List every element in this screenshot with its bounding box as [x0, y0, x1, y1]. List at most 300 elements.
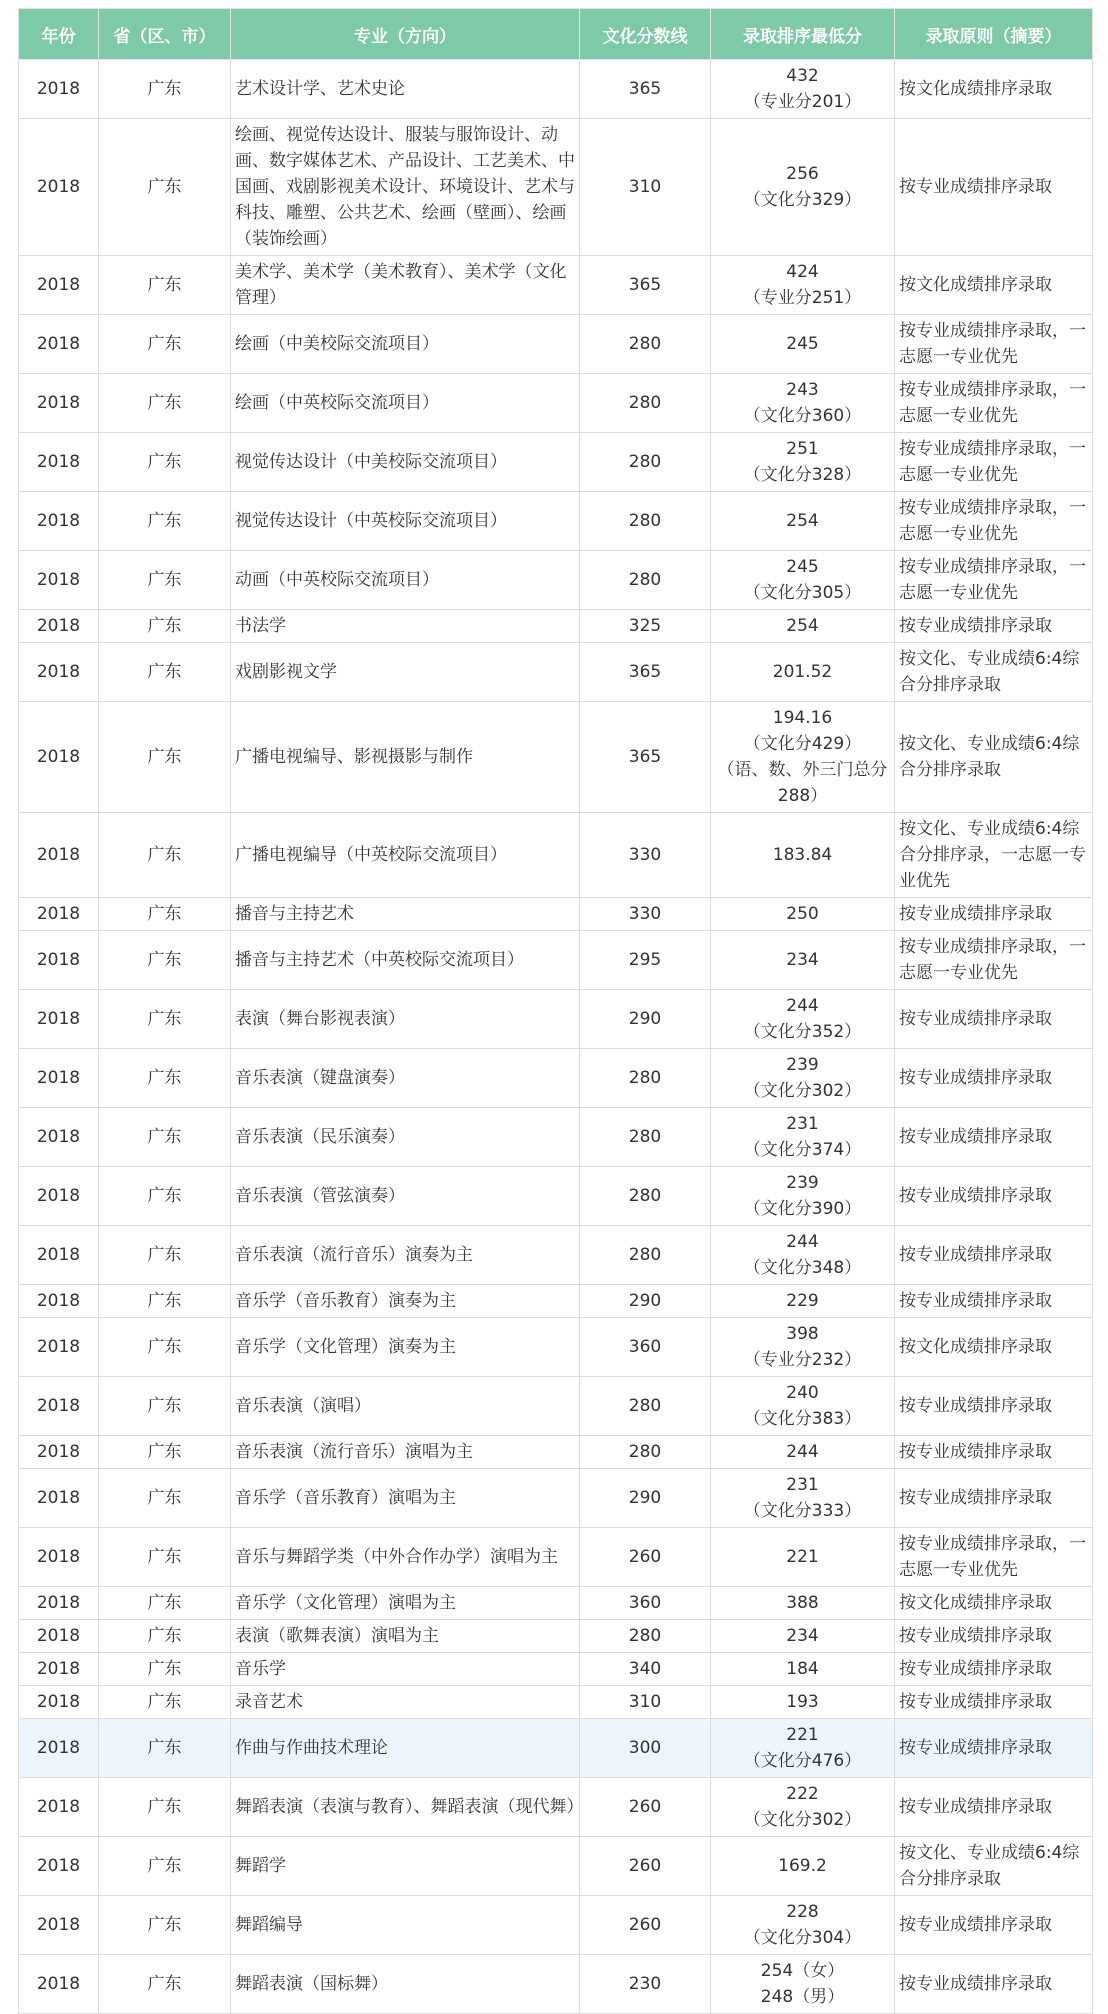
- major-cell: 戏剧影视文学: [231, 643, 580, 702]
- major-cell: 动画（中英校际交流项目）: [231, 551, 580, 610]
- table-row: [19, 1285, 1093, 1318]
- header-major: 专业（方向）: [231, 9, 580, 60]
- admission-rule-cell: 按专业成绩排序录取，一志愿一专业优先: [895, 492, 1093, 551]
- major-cell: 书法学: [231, 610, 580, 643]
- province-cell: 广东: [99, 1469, 231, 1528]
- min-score-line: （文化分304）: [743, 1928, 862, 1948]
- admission-rule-cell: 按文化、专业成绩6:4综合分排序录，一志愿一专业优先: [895, 813, 1093, 898]
- major-cell: 音乐学（文化管理）演唱为主: [231, 1587, 580, 1620]
- admission-rule-cell: 按专业成绩排序录取，一志愿一专业优先: [895, 1528, 1093, 1587]
- province-cell: 广东: [99, 551, 231, 610]
- major-cell: 绘画（中美校际交流项目）: [231, 315, 580, 374]
- table-row: [19, 1778, 1093, 1837]
- admission-rule-cell: 按专业成绩排序录取，一志愿一专业优先: [895, 374, 1093, 433]
- province-cell: 广东: [99, 433, 231, 492]
- culture-line-cell: 280: [580, 1226, 711, 1285]
- year-cell: 2018: [19, 60, 99, 119]
- culture-line-cell: 280: [580, 1377, 711, 1436]
- min-score-cell: [711, 1686, 895, 1719]
- header-culture-line: 文化分数线: [580, 9, 711, 60]
- major-cell: 音乐表演（流行音乐）演唱为主: [231, 1436, 580, 1469]
- min-score-line: 229: [786, 1291, 819, 1311]
- admission-rule-cell: 按专业成绩排序录取: [895, 610, 1093, 643]
- major-cell: 艺术设计学、艺术史论: [231, 60, 580, 119]
- table-row: [19, 898, 1093, 931]
- year-cell: 2018: [19, 1653, 99, 1686]
- min-score-line: 254: [786, 616, 819, 636]
- min-score-line: （文化分476）: [743, 1751, 862, 1771]
- min-score-line: 398: [786, 1324, 819, 1344]
- min-score-line: 222: [786, 1784, 819, 1804]
- province-cell: 广东: [99, 256, 231, 315]
- year-cell: 2018: [19, 643, 99, 702]
- table-row: [19, 374, 1093, 433]
- admission-rule-cell: 按专业成绩排序录取: [895, 898, 1093, 931]
- year-cell: 2018: [19, 1377, 99, 1436]
- min-score-cell: [711, 610, 895, 643]
- major-cell: 音乐与舞蹈学类（中外合作办学）演唱为主: [231, 1528, 580, 1587]
- admission-rule-cell: 按专业成绩排序录取，一志愿一专业优先: [895, 433, 1093, 492]
- min-score-cell: [711, 1469, 895, 1528]
- province-cell: 广东: [99, 60, 231, 119]
- min-score-line: 244: [786, 996, 819, 1016]
- major-cell: 舞蹈编导: [231, 1896, 580, 1955]
- major-cell: 音乐表演（流行音乐）演奏为主: [231, 1226, 580, 1285]
- min-score-cell: [711, 60, 895, 119]
- admission-rule-cell: 按专业成绩排序录取，一志愿一专业优先: [895, 931, 1093, 990]
- year-cell: 2018: [19, 119, 99, 256]
- culture-line-cell: 280: [580, 374, 711, 433]
- table-row: [19, 702, 1093, 813]
- min-score-cell: [711, 1955, 895, 2014]
- year-cell: 2018: [19, 702, 99, 813]
- major-cell: 播音与主持艺术: [231, 898, 580, 931]
- min-score-line: 248（男）: [760, 1987, 845, 2007]
- min-score-line: （文化分429）: [743, 734, 862, 754]
- major-cell: 绘画、视觉传达设计、服装与服饰设计、动画、数字媒体艺术、产品设计、工艺美术、中国画、戏剧影视美术设计、环境设计、艺术与科技、雕塑、公共艺术、绘画（壁画）、绘画（装饰绘画）: [231, 119, 580, 256]
- table-row: [19, 1620, 1093, 1653]
- province-cell: 广东: [99, 1285, 231, 1318]
- admission-rule-cell: 按专业成绩排序录取: [895, 1167, 1093, 1226]
- year-cell: 2018: [19, 1108, 99, 1167]
- admission-rule-cell: 按专业成绩排序录取: [895, 1469, 1093, 1528]
- header-year: 年份: [19, 9, 99, 60]
- culture-line-cell: 365: [580, 643, 711, 702]
- table-row: [19, 1528, 1093, 1587]
- year-cell: 2018: [19, 433, 99, 492]
- province-cell: 广东: [99, 1528, 231, 1587]
- min-score-cell: [711, 374, 895, 433]
- year-cell: 2018: [19, 813, 99, 898]
- culture-line-cell: 280: [580, 315, 711, 374]
- table-row: [19, 1226, 1093, 1285]
- min-score-cell: [711, 1049, 895, 1108]
- admission-rule-cell: 按专业成绩排序录取: [895, 1653, 1093, 1686]
- province-cell: 广东: [99, 1837, 231, 1896]
- year-cell: 2018: [19, 610, 99, 643]
- min-score-line: 245: [786, 557, 819, 577]
- admission-rule-cell: 按专业成绩排序录取: [895, 1226, 1093, 1285]
- min-score-line: 256: [786, 164, 819, 184]
- year-cell: 2018: [19, 1620, 99, 1653]
- min-score-line: 254（女）: [760, 1961, 845, 1981]
- major-cell: 广播电视编导、影视摄影与制作: [231, 702, 580, 813]
- min-score-line: 183.84: [772, 845, 833, 865]
- min-score-cell: [711, 1318, 895, 1377]
- min-score-cell: [711, 315, 895, 374]
- min-score-cell: [711, 1167, 895, 1226]
- major-cell: 舞蹈学: [231, 1837, 580, 1896]
- table-row: [19, 60, 1093, 119]
- admission-rule-cell: 按文化成绩排序录取: [895, 1587, 1093, 1620]
- table-row: [19, 1955, 1093, 2014]
- province-cell: 广东: [99, 1318, 231, 1377]
- min-score-line: 240: [786, 1383, 819, 1403]
- province-cell: 广东: [99, 610, 231, 643]
- province-cell: 广东: [99, 1686, 231, 1719]
- culture-line-cell: 260: [580, 1528, 711, 1587]
- culture-line-cell: 295: [580, 931, 711, 990]
- admission-rule-cell: 按专业成绩排序录取: [895, 990, 1093, 1049]
- min-score-line: 234: [786, 950, 819, 970]
- table-body: [19, 60, 1093, 2014]
- culture-line-cell: 300: [580, 1719, 711, 1778]
- major-cell: 表演（舞台影视表演）: [231, 990, 580, 1049]
- admission-rule-cell: 按专业成绩排序录取: [895, 1377, 1093, 1436]
- year-cell: 2018: [19, 315, 99, 374]
- min-score-line: 251: [786, 439, 819, 459]
- province-cell: 广东: [99, 1896, 231, 1955]
- min-score-line: （文化分390）: [743, 1199, 862, 1219]
- min-score-cell: [711, 931, 895, 990]
- admission-rule-cell: 按文化成绩排序录取: [895, 1318, 1093, 1377]
- admission-rule-cell: 按专业成绩排序录取: [895, 1108, 1093, 1167]
- admission-rule-cell: 按专业成绩排序录取: [895, 1436, 1093, 1469]
- table-row: [19, 1167, 1093, 1226]
- min-score-line: （专业分251）: [743, 288, 862, 308]
- table-row: [19, 1049, 1093, 1108]
- province-cell: 广东: [99, 898, 231, 931]
- min-score-cell: [711, 1528, 895, 1587]
- min-score-line: 169.2: [778, 1856, 827, 1876]
- culture-line-cell: 260: [580, 1896, 711, 1955]
- province-cell: 广东: [99, 1955, 231, 2014]
- min-score-cell: [711, 1226, 895, 1285]
- min-score-cell: [711, 256, 895, 315]
- table-row: [19, 551, 1093, 610]
- min-score-line: 201.52: [772, 662, 833, 682]
- year-cell: 2018: [19, 1686, 99, 1719]
- culture-line-cell: 280: [580, 1436, 711, 1469]
- min-score-line: （文化分374）: [743, 1140, 862, 1160]
- admission-rule-cell: 按文化成绩排序录取: [895, 60, 1093, 119]
- province-cell: 广东: [99, 702, 231, 813]
- min-score-line: （文化分302）: [743, 1081, 862, 1101]
- min-score-cell: [711, 492, 895, 551]
- min-score-line: （语、数、外三门总分288）: [717, 760, 888, 806]
- table-header: [19, 9, 1093, 60]
- major-cell: 录音艺术: [231, 1686, 580, 1719]
- province-cell: 广东: [99, 1049, 231, 1108]
- min-score-line: 244: [786, 1232, 819, 1252]
- province-cell: 广东: [99, 492, 231, 551]
- major-cell: 广播电视编导（中英校际交流项目）: [231, 813, 580, 898]
- culture-line-cell: 360: [580, 1587, 711, 1620]
- min-score-cell: [711, 1436, 895, 1469]
- min-score-line: 424: [786, 262, 819, 282]
- min-score-line: 244: [786, 1442, 819, 1462]
- min-score-cell: [711, 898, 895, 931]
- min-score-line: （文化分333）: [743, 1501, 862, 1521]
- header-province: 省（区、市）: [99, 9, 231, 60]
- min-score-cell: [711, 1778, 895, 1837]
- table-row: [19, 1719, 1093, 1778]
- min-score-line: 221: [786, 1725, 819, 1745]
- admission-rule-cell: 按专业成绩排序录取: [895, 119, 1093, 256]
- admission-rule-cell: 按专业成绩排序录取: [895, 1686, 1093, 1719]
- culture-line-cell: 360: [580, 1318, 711, 1377]
- major-cell: 绘画（中英校际交流项目）: [231, 374, 580, 433]
- min-score-cell: [711, 813, 895, 898]
- culture-line-cell: 280: [580, 1049, 711, 1108]
- min-score-cell: [711, 1653, 895, 1686]
- min-score-line: 221: [786, 1547, 819, 1567]
- min-score-cell: [711, 119, 895, 256]
- culture-line-cell: 280: [580, 551, 711, 610]
- min-score-line: 432: [786, 66, 819, 86]
- header-admission-rule: 录取原则（摘要）: [895, 9, 1093, 60]
- min-score-line: 228: [786, 1902, 819, 1922]
- culture-line-cell: 365: [580, 60, 711, 119]
- major-cell: 舞蹈表演（表演与教育）、舞蹈表演（现代舞）: [231, 1778, 580, 1837]
- admission-rule-cell: 按文化、专业成绩6:4综合分排序录取: [895, 1837, 1093, 1896]
- province-cell: 广东: [99, 1653, 231, 1686]
- major-cell: 音乐表演（管弦演奏）: [231, 1167, 580, 1226]
- year-cell: 2018: [19, 1528, 99, 1587]
- culture-line-cell: 340: [580, 1653, 711, 1686]
- year-cell: 2018: [19, 1778, 99, 1837]
- year-cell: 2018: [19, 1896, 99, 1955]
- year-cell: 2018: [19, 898, 99, 931]
- year-cell: 2018: [19, 1587, 99, 1620]
- year-cell: 2018: [19, 492, 99, 551]
- admission-rule-cell: 按文化、专业成绩6:4综合分排序录取: [895, 643, 1093, 702]
- province-cell: 广东: [99, 1719, 231, 1778]
- min-score-cell: [711, 1719, 895, 1778]
- province-cell: 广东: [99, 1587, 231, 1620]
- min-score-line: （专业分201）: [743, 92, 862, 112]
- culture-line-cell: 260: [580, 1837, 711, 1896]
- min-score-cell: [711, 1587, 895, 1620]
- min-score-line: 388: [786, 1593, 819, 1613]
- table-row: [19, 1587, 1093, 1620]
- major-cell: 音乐表演（演唱）: [231, 1377, 580, 1436]
- table-row: [19, 315, 1093, 374]
- major-cell: 表演（歌舞表演）演唱为主: [231, 1620, 580, 1653]
- major-cell: 视觉传达设计（中英校际交流项目）: [231, 492, 580, 551]
- year-cell: 2018: [19, 256, 99, 315]
- admission-rule-cell: 按专业成绩排序录取: [895, 1778, 1093, 1837]
- year-cell: 2018: [19, 551, 99, 610]
- table-row: [19, 1469, 1093, 1528]
- min-score-line: （文化分383）: [743, 1409, 862, 1429]
- min-score-cell: [711, 1108, 895, 1167]
- min-score-cell: [711, 643, 895, 702]
- min-score-cell: [711, 1620, 895, 1653]
- min-score-line: （文化分329）: [743, 190, 862, 210]
- year-cell: 2018: [19, 1719, 99, 1778]
- year-cell: 2018: [19, 1318, 99, 1377]
- culture-line-cell: 330: [580, 813, 711, 898]
- major-cell: 音乐表演（键盘演奏）: [231, 1049, 580, 1108]
- major-cell: 音乐表演（民乐演奏）: [231, 1108, 580, 1167]
- min-score-line: （文化分328）: [743, 465, 862, 485]
- min-score-line: 194.16: [772, 708, 833, 728]
- table-row: [19, 1653, 1093, 1686]
- province-cell: 广东: [99, 931, 231, 990]
- culture-line-cell: 330: [580, 898, 711, 931]
- min-score-line: 234: [786, 1626, 819, 1646]
- min-score-line: 231: [786, 1114, 819, 1134]
- min-score-line: 245: [786, 334, 819, 354]
- culture-line-cell: 290: [580, 990, 711, 1049]
- min-score-cell: [711, 990, 895, 1049]
- province-cell: 广东: [99, 374, 231, 433]
- province-cell: 广东: [99, 1108, 231, 1167]
- admission-rule-cell: 按专业成绩排序录取: [895, 1955, 1093, 2014]
- province-cell: 广东: [99, 643, 231, 702]
- header-row: [19, 9, 1093, 60]
- min-score-line: 250: [786, 904, 819, 924]
- major-cell: 作曲与作曲技术理论: [231, 1719, 580, 1778]
- admission-rule-cell: 按专业成绩排序录取: [895, 1719, 1093, 1778]
- table-row: [19, 492, 1093, 551]
- min-score-line: （文化分360）: [743, 406, 862, 426]
- admission-table: [18, 8, 1093, 2014]
- year-cell: 2018: [19, 1049, 99, 1108]
- min-score-line: （文化分305）: [743, 583, 862, 603]
- header-min-score: 录取排序最低分: [711, 9, 895, 60]
- culture-line-cell: 280: [580, 492, 711, 551]
- admission-rule-cell: 按专业成绩排序录取: [895, 1285, 1093, 1318]
- table-row: [19, 1436, 1093, 1469]
- min-score-cell: [711, 1285, 895, 1318]
- major-cell: 音乐学（文化管理）演奏为主: [231, 1318, 580, 1377]
- min-score-line: 239: [786, 1173, 819, 1193]
- min-score-line: （文化分302）: [743, 1810, 862, 1830]
- min-score-line: 239: [786, 1055, 819, 1075]
- culture-line-cell: 310: [580, 119, 711, 256]
- min-score-line: 231: [786, 1475, 819, 1495]
- major-cell: 视觉传达设计（中美校际交流项目）: [231, 433, 580, 492]
- province-cell: 广东: [99, 1377, 231, 1436]
- culture-line-cell: 310: [580, 1686, 711, 1719]
- min-score-cell: [711, 1837, 895, 1896]
- min-score-line: 193: [786, 1692, 819, 1712]
- culture-line-cell: 260: [580, 1778, 711, 1837]
- table-row: [19, 1318, 1093, 1377]
- province-cell: 广东: [99, 813, 231, 898]
- province-cell: 广东: [99, 1226, 231, 1285]
- admission-rule-cell: 按专业成绩排序录取: [895, 1049, 1093, 1108]
- table-row: [19, 1377, 1093, 1436]
- year-cell: 2018: [19, 1955, 99, 2014]
- culture-line-cell: 280: [580, 433, 711, 492]
- culture-line-cell: 365: [580, 702, 711, 813]
- culture-line-cell: 365: [580, 256, 711, 315]
- province-cell: 广东: [99, 990, 231, 1049]
- year-cell: 2018: [19, 1167, 99, 1226]
- major-cell: 音乐学（音乐教育）演唱为主: [231, 1469, 580, 1528]
- table-row: [19, 1896, 1093, 1955]
- year-cell: 2018: [19, 1226, 99, 1285]
- culture-line-cell: 325: [580, 610, 711, 643]
- major-cell: 播音与主持艺术（中英校际交流项目）: [231, 931, 580, 990]
- province-cell: 广东: [99, 1778, 231, 1837]
- min-score-cell: [711, 702, 895, 813]
- table-row: [19, 610, 1093, 643]
- admission-table-container: [18, 8, 1092, 2014]
- table-row: [19, 433, 1093, 492]
- culture-line-cell: 290: [580, 1285, 711, 1318]
- admission-rule-cell: 按专业成绩排序录取，一志愿一专业优先: [895, 551, 1093, 610]
- min-score-line: 243: [786, 380, 819, 400]
- admission-rule-cell: 按文化、专业成绩6:4综合分排序录取: [895, 702, 1093, 813]
- province-cell: 广东: [99, 1436, 231, 1469]
- table-row: [19, 119, 1093, 256]
- admission-rule-cell: 按专业成绩排序录取: [895, 1896, 1093, 1955]
- culture-line-cell: 280: [580, 1167, 711, 1226]
- min-score-line: （文化分348）: [743, 1258, 862, 1278]
- year-cell: 2018: [19, 374, 99, 433]
- table-row: [19, 1108, 1093, 1167]
- culture-line-cell: 280: [580, 1620, 711, 1653]
- province-cell: 广东: [99, 119, 231, 256]
- year-cell: 2018: [19, 1285, 99, 1318]
- min-score-cell: [711, 1377, 895, 1436]
- year-cell: 2018: [19, 1436, 99, 1469]
- major-cell: 美术学、美术学（美术教育）、美术学（文化管理）: [231, 256, 580, 315]
- culture-line-cell: 290: [580, 1469, 711, 1528]
- admission-rule-cell: 按文化成绩排序录取: [895, 256, 1093, 315]
- admission-rule-cell: 按专业成绩排序录取，一志愿一专业优先: [895, 315, 1093, 374]
- major-cell: 舞蹈表演（国标舞）: [231, 1955, 580, 2014]
- province-cell: 广东: [99, 1167, 231, 1226]
- min-score-cell: [711, 1896, 895, 1955]
- table-row: [19, 990, 1093, 1049]
- province-cell: 广东: [99, 315, 231, 374]
- year-cell: 2018: [19, 931, 99, 990]
- year-cell: 2018: [19, 990, 99, 1049]
- year-cell: 2018: [19, 1837, 99, 1896]
- min-score-line: （文化分352）: [743, 1022, 862, 1042]
- culture-line-cell: 280: [580, 1108, 711, 1167]
- table-row: [19, 1686, 1093, 1719]
- table-row: [19, 256, 1093, 315]
- min-score-line: （专业分232）: [743, 1350, 862, 1370]
- major-cell: 音乐学（音乐教育）演奏为主: [231, 1285, 580, 1318]
- year-cell: 2018: [19, 1469, 99, 1528]
- table-row: [19, 813, 1093, 898]
- table-row: [19, 1837, 1093, 1896]
- table-row: [19, 643, 1093, 702]
- min-score-cell: [711, 551, 895, 610]
- min-score-line: 254: [786, 511, 819, 531]
- culture-line-cell: 230: [580, 1955, 711, 2014]
- min-score-line: 184: [786, 1659, 819, 1679]
- admission-rule-cell: 按专业成绩排序录取: [895, 1620, 1093, 1653]
- major-cell: 音乐学: [231, 1653, 580, 1686]
